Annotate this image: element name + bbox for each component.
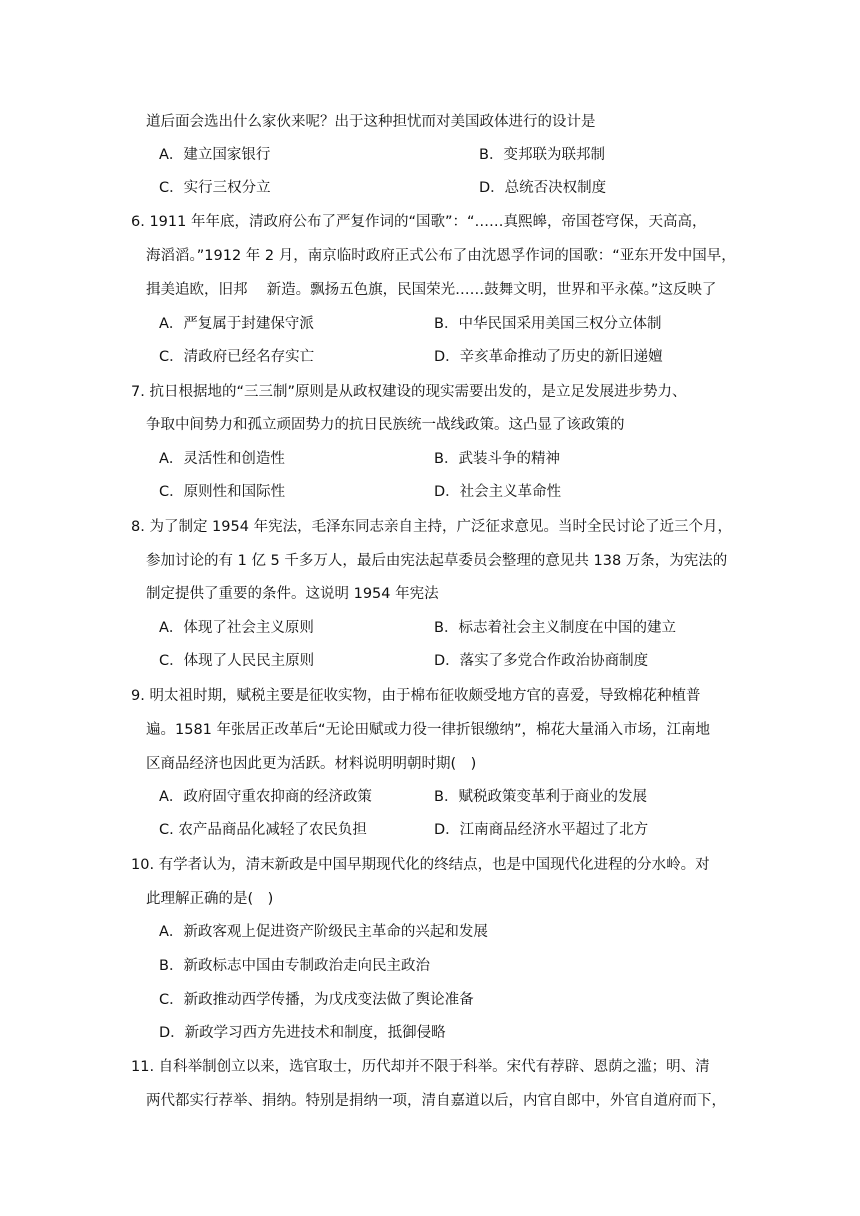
q9-option-b: B．赋税政策变革利于商业的发展 bbox=[434, 789, 647, 805]
q8-option-b: B．标志着社会主义制度在中国的建立 bbox=[434, 620, 676, 636]
q9-line-2: 遍。1581 年张居正改革后“无论田赋或力役一律折银缴纳”，棉花大量涌入市场，江南地 bbox=[146, 722, 711, 738]
q9-line-3: 区商品经济也因此更为活跃。材料说明明朝时期( ) bbox=[146, 756, 477, 772]
q7-option-d: D．社会主义革命性 bbox=[434, 484, 562, 500]
q8-option-c: C．体现了人民民主原则 bbox=[159, 653, 315, 669]
q5-option-c: C．实行三权分立 bbox=[159, 180, 271, 196]
q6-line-2: 海滔滔。”1912 年 2 月，南京临时政府正式公布了由沈恩孚作词的国歌：“亚东开发中国早， bbox=[146, 248, 736, 264]
q7-option-c: C．原则性和国际性 bbox=[159, 484, 286, 500]
q6-line-3: 揖美追欧，旧邦 新造。飘扬五色旗，民国荣光……鼓舞文明，世界和平永葆。”这反映了 bbox=[146, 282, 717, 298]
q5-option-d: D．总统否决权制度 bbox=[479, 180, 607, 196]
q7-line-1: 7. 抗日根据地的“三三制”原则是从政权建设的现实需要出发的，是立足发展进步势力、 bbox=[131, 384, 687, 400]
q7-line-2: 争取中间势力和孤立顽固势力的抗日民族统一战线政策。这凸显了该政策的 bbox=[146, 417, 625, 433]
q10-line-1: 10. 有学者认为，清末新政是中国早期现代化的终结点，也是中国现代化进程的分水岭。对 bbox=[131, 857, 710, 873]
q9-option-d: D．江南商品经济水平超过了北方 bbox=[434, 822, 649, 838]
q8-line-2: 参加讨论的有 1 亿 5 千多万人，最后由宪法起草委员会整理的意见共 138 万条，为宪法的 bbox=[146, 553, 728, 569]
q5-option-b: B．变邦联为联邦制 bbox=[479, 147, 605, 163]
q8-option-a: A．体现了社会主义原则 bbox=[159, 620, 314, 636]
q5-line: 道后面会选出什么家伙来呢？出于这种担忧而对美国政体进行的设计是 bbox=[146, 114, 596, 130]
q6-line-1: 6. 1911 年年底，清政府公布了严复作词的“国歌”：“……真熙皞，帝国苍穹保，天高高， bbox=[131, 214, 707, 230]
q6-option-c: C．清政府已经名存实亡 bbox=[159, 349, 315, 365]
q8-option-d: D．落实了多党合作政治协商制度 bbox=[434, 653, 649, 669]
q9-line-1: 9. 明太祖时期，赋税主要是征收实物，由于棉布征收颇受地方官的喜爱，导致棉花种植普 bbox=[131, 688, 701, 704]
q10-option-c: C．新政推动西学传播，为戊戌变法做了舆论准备 bbox=[159, 992, 474, 1008]
q7-option-b: B．武装斗争的精神 bbox=[434, 451, 560, 467]
q10-option-d: D．新政学习西方先进技术和制度，抵御侵略 bbox=[159, 1025, 446, 1041]
q7-option-a: A．灵活性和创造性 bbox=[159, 451, 285, 467]
q8-line-3: 制定提供了重要的条件。这说明 1954 年宪法 bbox=[146, 586, 439, 602]
q10-line-2: 此理解正确的是( ) bbox=[146, 891, 274, 907]
q6-option-a: A．严复属于封建保守派 bbox=[159, 316, 314, 332]
q6-option-b: B．中华民国采用美国三权分立体制 bbox=[434, 316, 662, 332]
q5-option-a: A．建立国家银行 bbox=[159, 147, 271, 163]
q9-option-a: A．政府固守重农抑商的经济政策 bbox=[159, 789, 372, 805]
q9-option-c: C. 农产品商品化减轻了农民负担 bbox=[159, 822, 367, 838]
q10-option-b: B．新政标志中国由专制政治走向民主政治 bbox=[159, 958, 430, 974]
q11-line-1: 11. 自科举制创立以来，选官取士，历代却并不限于科举。宋代有荐辟、恩荫之滥；明、清 bbox=[131, 1059, 710, 1075]
q6-option-d: D．辛亥革命推动了历史的新旧递嬗 bbox=[434, 349, 663, 365]
q8-line-1: 8. 为了制定 1954 年宪法，毛泽东同志亲自主持，广泛征求意见。当时全民讨论了近三个月， bbox=[131, 519, 733, 535]
q11-line-2: 两代都实行荐举、捐纳。特别是捐纳一项，清自嘉道以后，内官自郎中，外官自道府而下， bbox=[146, 1093, 726, 1109]
q10-option-a: A．新政客观上促进资产阶级民主革命的兴起和发展 bbox=[159, 924, 488, 940]
